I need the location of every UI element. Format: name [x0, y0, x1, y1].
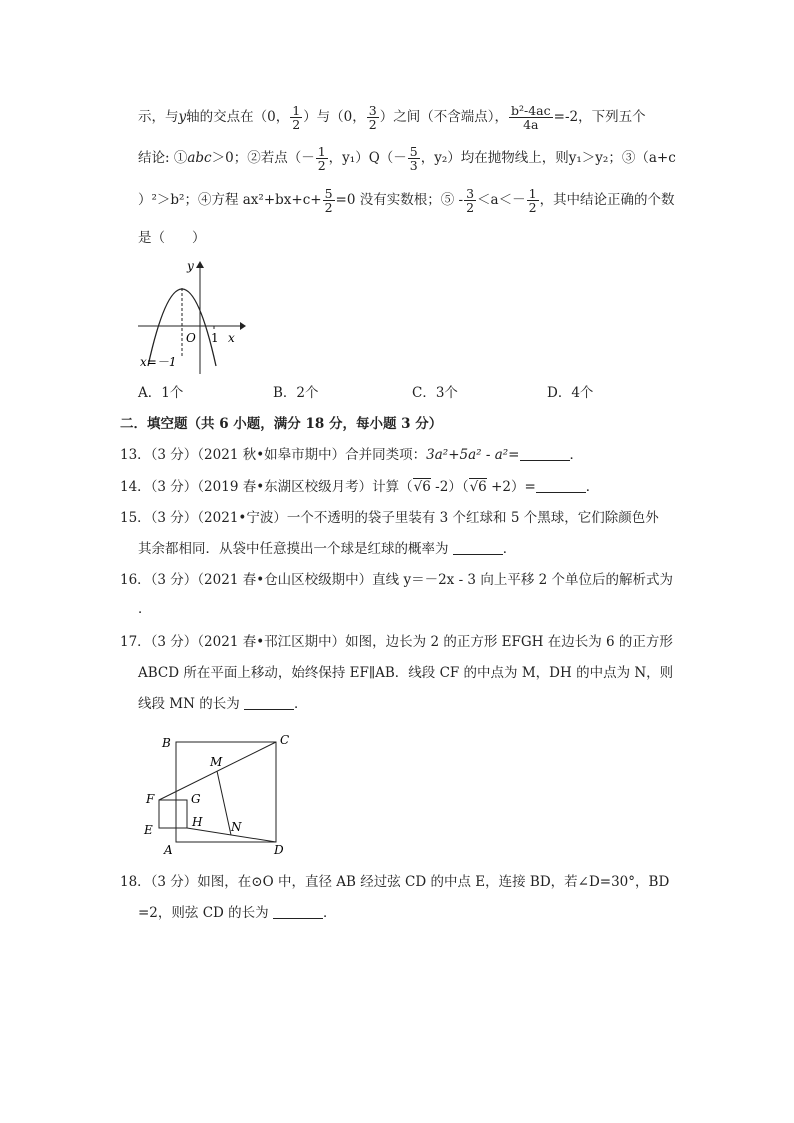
denominator: 3	[409, 158, 418, 173]
answer-blank	[244, 695, 294, 710]
q16-line-1: 16．（3 分）（2021 春•仓山区校级期中）直线 y＝－2x - 3 向上平移 2 个单位后的解析式为	[120, 572, 673, 588]
text: 示，与	[138, 109, 179, 125]
numerator: b²-4ac	[510, 103, 551, 118]
fraction	[509, 104, 553, 131]
one-label: 1	[211, 331, 219, 345]
fraction	[290, 104, 302, 131]
numerator: 3	[466, 186, 475, 201]
text: abc	[187, 150, 212, 166]
text: 结论: ①	[138, 150, 188, 166]
label-g: G	[191, 792, 201, 806]
answer-blank	[273, 904, 323, 919]
y-axis-arrow-icon	[196, 261, 204, 268]
label-f: F	[146, 792, 155, 806]
answer-blank	[453, 540, 503, 555]
text: 13．（3 分）（2021 秋•如皋市期中）合并同类项：	[120, 447, 427, 463]
fraction	[408, 145, 420, 172]
text: ，y₂）均在抛物线上，则y₁＞y₂；③（a+c	[420, 150, 676, 166]
sqrt-expression: √6	[413, 479, 431, 495]
label-h: H	[192, 815, 203, 829]
y-label: y	[187, 259, 194, 273]
denominator: 2	[317, 158, 326, 173]
option-a: A．1个	[138, 385, 184, 401]
label-e: E	[144, 823, 153, 837]
text: ＞0；②若点（－	[211, 150, 315, 166]
text: ．	[502, 541, 517, 557]
numerator: 3	[368, 103, 377, 118]
denominator: 2	[324, 200, 333, 215]
q14	[120, 477, 599, 497]
label-b: B	[162, 736, 171, 750]
segment-mn	[217, 771, 231, 835]
answer-blank	[536, 478, 586, 493]
option-c: C．3个	[412, 385, 458, 401]
label-m: M	[210, 755, 223, 769]
label-n: N	[231, 820, 242, 834]
q12-line-2	[138, 145, 676, 172]
q18-line-1: 18．（3 分）如图，在⊙O 中，直径 AB 经过弦 CD 的中点 E，连接 BD，若∠D=30°，BD	[120, 874, 670, 890]
text: +2）=	[486, 479, 536, 495]
square-efgh	[159, 800, 187, 828]
q17-line-1: 17．（3 分）（2021 春•邗江区期中）如图，边长为 2 的正方形 EFGH 在边长为 6 的正方形	[120, 634, 673, 650]
label-a: A	[164, 843, 173, 857]
q15-line-2	[138, 539, 516, 559]
parabola-graph	[134, 256, 264, 376]
numerator: 1	[317, 144, 326, 159]
q17-line-3	[138, 694, 308, 714]
q12-line-3	[138, 187, 675, 214]
q18-line-2	[138, 903, 336, 923]
text: ，其中结论正确的个数	[539, 192, 675, 208]
x-label: x	[228, 331, 235, 345]
q13	[120, 445, 583, 465]
expression: 3a²+5a² - a²=	[426, 447, 520, 463]
q12-line-4: 是（ ）	[138, 230, 206, 246]
text: 14．（3 分）（2019 春•东湖区校级月考）计算（	[120, 479, 413, 495]
text: ＜a＜－	[477, 192, 526, 208]
q15-line-1: 15．（3 分）（2021•宁波）一个不透明的袋子里装有 3 个红球和 5 个黑球，它们除颜色外	[120, 510, 659, 526]
text: ）与（0，	[303, 109, 366, 125]
text: -2）（	[430, 479, 469, 495]
text: 其余都相同．从袋中任意摸出一个球是红球的概率为	[138, 541, 453, 557]
denominator: 2	[528, 200, 537, 215]
text: ．	[569, 447, 583, 463]
fraction	[464, 187, 476, 214]
text: ）²＞b²；④方程 ax²+bx+c+	[138, 192, 322, 208]
text: 轴的交点在（0，	[186, 109, 290, 125]
text: y	[178, 109, 187, 125]
text: ．	[294, 696, 308, 712]
denominator: 4a	[523, 117, 539, 132]
option-b: B．2个	[273, 385, 319, 401]
fraction	[316, 145, 328, 172]
axis-of-symmetry-label: x=－1	[140, 355, 177, 369]
text: =-2，下列五个	[553, 109, 646, 125]
text: ，y₁）Q（－	[328, 150, 407, 166]
q17-line-2: ABCD 所在平面上移动，始终保持 EF∥AB．线段 CF 的中点为 M，DH 的中点为 N，则	[138, 665, 674, 681]
numerator: 5	[324, 186, 333, 201]
q16-line-2: ．	[138, 601, 152, 617]
label-c: C	[280, 733, 290, 747]
fraction	[367, 104, 379, 131]
section-heading: 二．填空题（共 6 小题，满分 18 分，每小题 3 分）	[120, 416, 443, 432]
square-figure	[138, 730, 308, 860]
text: =2，则弦 CD 的长为	[138, 905, 273, 921]
denominator: 2	[466, 200, 475, 215]
option-d: D．4个	[547, 385, 594, 401]
denominator: 2	[368, 117, 377, 132]
text: ．	[585, 479, 600, 495]
answer-blank	[520, 446, 570, 461]
denominator: 2	[292, 117, 301, 132]
fraction	[323, 187, 335, 214]
text: 线段 MN 的长为	[138, 696, 245, 712]
numerator: 1	[292, 103, 301, 118]
text: ．	[322, 905, 337, 921]
text: ）之间（不含端点），	[379, 109, 508, 125]
label-d: D	[274, 843, 284, 857]
numerator: 5	[409, 144, 418, 159]
x-axis-arrow-icon	[240, 322, 246, 330]
numerator: 1	[528, 186, 537, 201]
sqrt-expression: √6	[469, 479, 487, 495]
text: =0 没有实数根；⑤ -	[335, 192, 464, 208]
fraction	[527, 187, 539, 214]
q12-line-1	[138, 104, 646, 131]
origin-label: O	[186, 331, 196, 345]
